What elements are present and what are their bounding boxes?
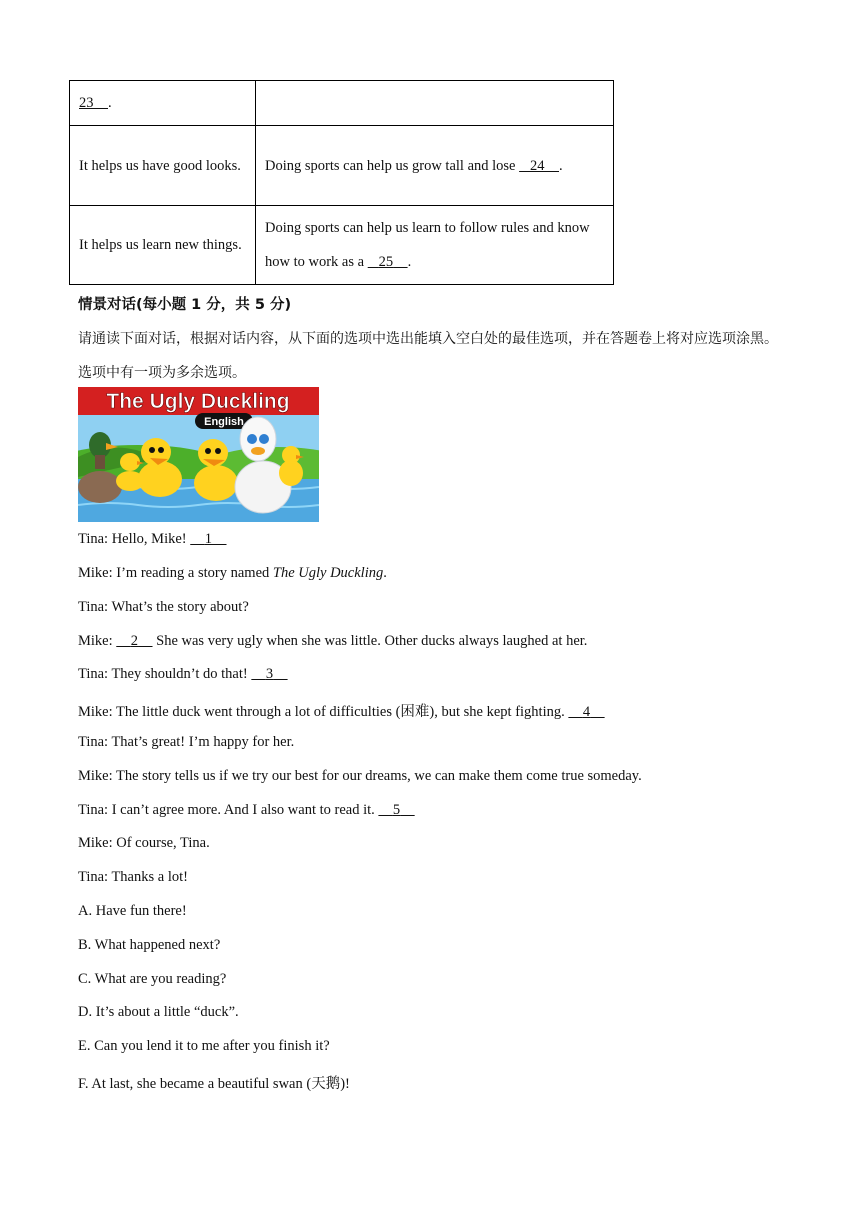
section-heading: 情景对话(每小题 1 分，共 5 分): [78, 297, 292, 313]
svg-text:English: English: [204, 416, 244, 428]
dialogue-line: Tina: Thanks a lot!: [78, 869, 188, 885]
option-e: E. Can you lend it to me after you finish it?: [78, 1038, 330, 1054]
dialogue-line: Tina: What’s the story about?: [78, 599, 249, 615]
blank-3: 3: [265, 666, 274, 682]
section-instructions: 请通读下面对话，根据对话内容，从下面的选项中选出能填入空白处的最佳选项，并在答题卷上将对应选项涂黑。选项中有一项为多余选项。: [78, 331, 778, 381]
dialogue-line: Mike: I’m reading a story named The Ugly Duckling.: [78, 565, 387, 581]
blank-25: 25: [378, 254, 394, 270]
story-title: The Ugly Duckling: [272, 565, 384, 581]
image-title: The Ugly Duckling: [106, 390, 290, 413]
table-cell: Doing sports can help us learn to follow rules and know how to work as a 25 .: [256, 206, 614, 285]
dialogue-line: Mike: The little duck went through a lot of difficulties (困难), but she kept fighting. 4: [78, 704, 591, 720]
table-cell: Doing sports can help us grow tall and lose 24 .: [256, 126, 614, 206]
blank-2: 2: [130, 633, 139, 649]
blank-24: 24: [530, 157, 545, 174]
dialogue-line: Tina: I can’t agree more. And I also want to read it. 5: [78, 802, 401, 818]
table-cell: It helps us learn new things.: [70, 206, 256, 285]
blank-23: 23: [79, 95, 94, 111]
table-cell: [256, 81, 614, 126]
table-cell: It helps us have good looks.: [70, 126, 256, 206]
dialogue-line: Tina: That’s great! I’m happy for her.: [78, 734, 295, 750]
dialogue-line: Tina: They shouldn’t do that! 3: [78, 666, 274, 682]
option-c: C. What are you reading?: [78, 971, 227, 987]
dialogue-line: Mike: 2 She was very ugly when she was little. Other ducks always laughed at her.: [78, 633, 588, 649]
table: [69, 80, 614, 285]
option-b: B. What happened next?: [78, 937, 221, 953]
table-row: [70, 81, 614, 126]
table-row: [70, 126, 614, 206]
option-a: A. Have fun there!: [78, 903, 187, 919]
table-row: [70, 206, 614, 285]
dialogue-line: Mike: Of course, Tina.: [78, 835, 210, 851]
dialogue-line: Tina: Hello, Mike! 1: [78, 531, 212, 547]
blank-5: 5: [392, 802, 401, 818]
option-f: F. At last, she became a beautiful swan (天鹅)!: [78, 1076, 350, 1092]
dialogue-line: Mike: The story tells us if we try our best for our dreams, we can make them come true someday.: [78, 768, 642, 784]
table-cell: 23 .: [70, 81, 256, 126]
blank-1: 1: [204, 531, 212, 547]
blank-4: 4: [582, 704, 591, 720]
story-cover-image: [78, 387, 319, 522]
option-d: D. It’s about a little “duck”.: [78, 1004, 239, 1020]
